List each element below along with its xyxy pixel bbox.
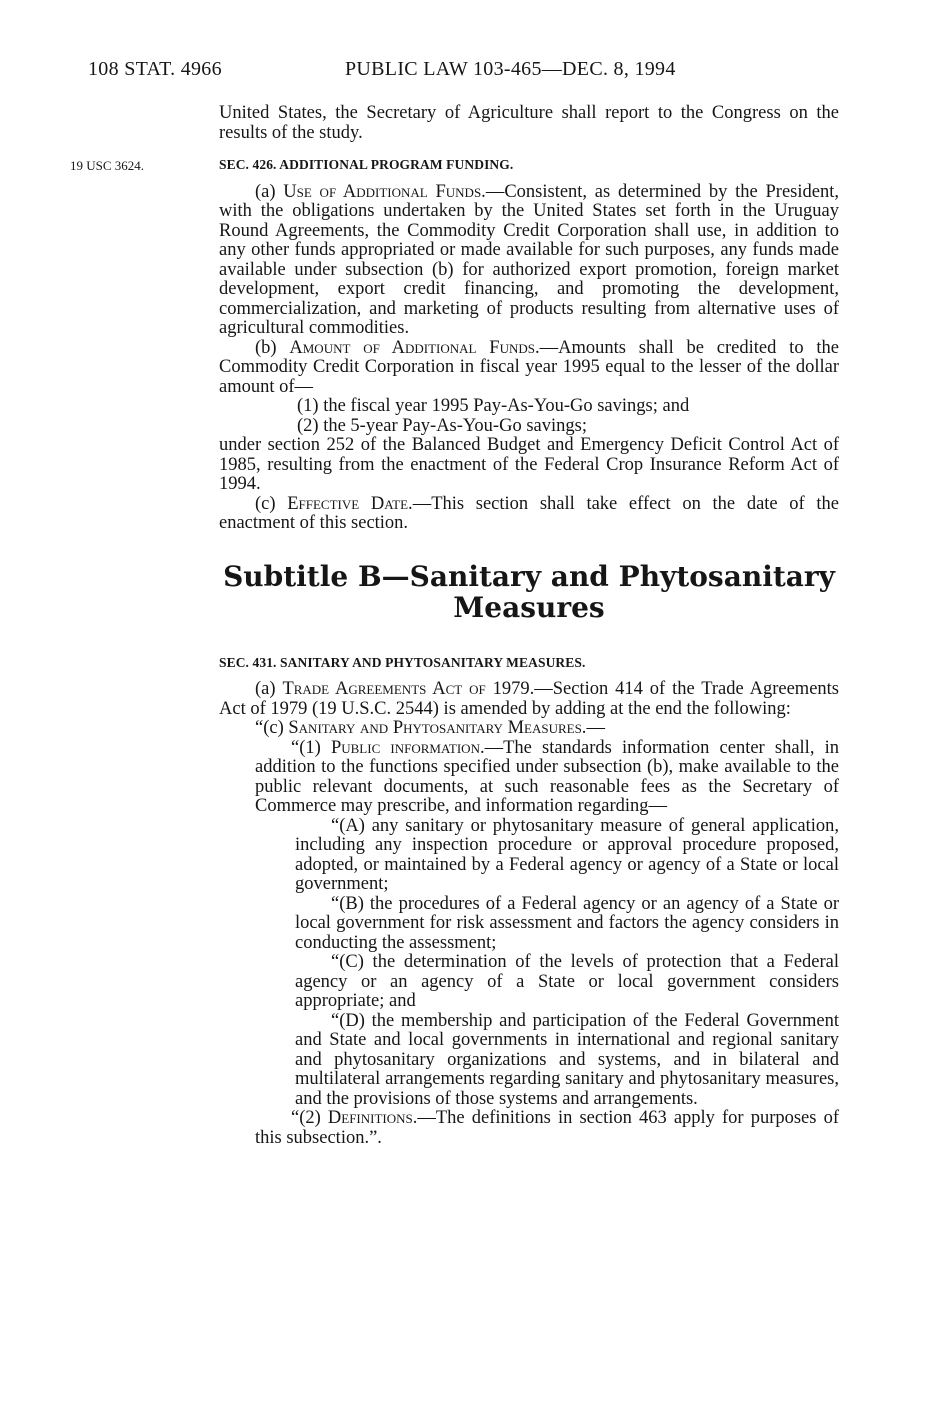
subsection-a-text: —Consistent, as determined by the President, with the obligations undertaken by the United States set forth in the Uruguay Round Agreements, the Commodity Credit Corporation shall use, in addition to any other funds appropriated or made available for such purposes, any funds made available under subsection (b) for authorized export promotion, foreign market development, export credit financing, and promoting the development, commercialization, and marketing of products resulting from alternative uses of agricultural commodities. — [219, 181, 839, 338]
document-body — [219, 104, 839, 1148]
quoted-subsection-c-heading — [219, 719, 839, 739]
public-law-header: PUBLIC LAW 103-465—DEC. 8, 1994 — [345, 58, 676, 80]
usc-margin-citation: 19 USC 3624. — [70, 158, 145, 173]
paragraph-1-text: —The standards information center shall, in addition to the functions specified under subsection (b), make available to the public relevant documents, at such reasonable fees as the Secretary of Commerce may prescribe, and information regarding— — [255, 737, 839, 816]
trade-agreements-label: (a) — [255, 679, 283, 699]
subsection-a-paragraph — [219, 183, 839, 339]
subsection-b-heading: Amount of Additional Funds. — [289, 337, 540, 358]
subsection-c-heading: Effective Date. — [287, 493, 413, 514]
trade-agreements-paragraph — [219, 680, 839, 719]
subsection-b-paragraph — [219, 339, 839, 398]
quoted-c-title: Sanitary and Phytosanitary Measures. — [288, 718, 587, 738]
trade-agreements-heading: Trade Agreements Act of 1979. — [282, 679, 535, 699]
trade-agreements-text: —Section 414 of the Trade Agreements Act of 1979 (19 U.S.C. 2544) is amended by adding at the end the following: — [219, 679, 839, 719]
subparagraph-b: “(B) the procedures of a Federal agency or an agency of a State or local government for risk assessment and factors the agency considers in conducting the assessment; — [295, 893, 839, 953]
subparagraph-a: “(A) any sanitary or phytosanitary measure of general application, including any inspection procedure or approval procedure proposed, adopted, or maintained by a Federal agency or agency of a State or local government; — [295, 815, 839, 894]
subsection-b-label: (b) — [255, 337, 290, 358]
subsection-c-label: (c) — [255, 493, 288, 514]
subsection-b-item-1: (1) the fiscal year 1995 Pay-As-You-Go savings; and — [297, 396, 690, 416]
subsection-b-tail: under section 252 of the Balanced Budget and Emergency Deficit Control Act of 1985, resulting from the enactment of the Federal Crop Insurance Reform Act of 1994. — [219, 435, 839, 494]
subsection-b-item-2: (2) the 5-year Pay-As-You-Go savings; — [297, 415, 587, 436]
paragraph-1-label: “(1) — [291, 737, 331, 758]
quoted-c-dash: — — [586, 718, 605, 738]
quoted-c-label: “(c) — [255, 718, 289, 738]
statute-page-reference: 108 STAT. 4966 — [88, 58, 222, 80]
paragraph-2-text: —The definitions in section 463 apply for purposes of this subsection.”. — [255, 1108, 839, 1148]
paragraph-2-heading: Definitions. — [327, 1108, 418, 1128]
subtitle-heading: Subtitle B—Sanitary and Phytosanitary Measures — [223, 559, 835, 624]
paragraph-1-public-information — [219, 739, 839, 817]
paragraph-1-heading: Public information. — [330, 737, 485, 758]
subsection-b-text: —Amounts shall be credited to the Commodity Credit Corporation in fiscal year 1995 equal to the lesser of the dollar amount of— — [219, 337, 839, 397]
subsection-c-paragraph — [219, 495, 839, 534]
subparagraph-c: “(C) the determination of the levels of protection that a Federal agency or an agency of a State or local government considers appropriate; and — [295, 952, 839, 1011]
subsection-c-text: —This section shall take effect on the date of the enactment of this section. — [219, 493, 839, 533]
paragraph-2-label: “(2) — [291, 1108, 328, 1128]
paragraph-2-definitions — [219, 1109, 839, 1148]
subsection-a-label: (a) — [255, 181, 284, 202]
section-426-heading: SEC. 426. ADDITIONAL PROGRAM FUNDING. — [219, 157, 514, 172]
section-431-heading: SEC. 431. SANITARY AND PHYTOSANITARY MEASURES. — [219, 654, 586, 670]
subparagraph-d: “(D) the membership and participation of the Federal Government and State and local governments in international and regional sanitary and phytosanitary organizations and systems, and in bilateral and multilateral arrangements regarding sanitary and phytosanitary measures, and the provisions of those systems and arrangements. — [295, 1010, 839, 1109]
intro-paragraph: United States, the Secretary of Agriculture shall report to the Congress on the results of the study. — [219, 103, 839, 143]
subsection-a-heading: Use of Additional Funds. — [283, 181, 486, 202]
